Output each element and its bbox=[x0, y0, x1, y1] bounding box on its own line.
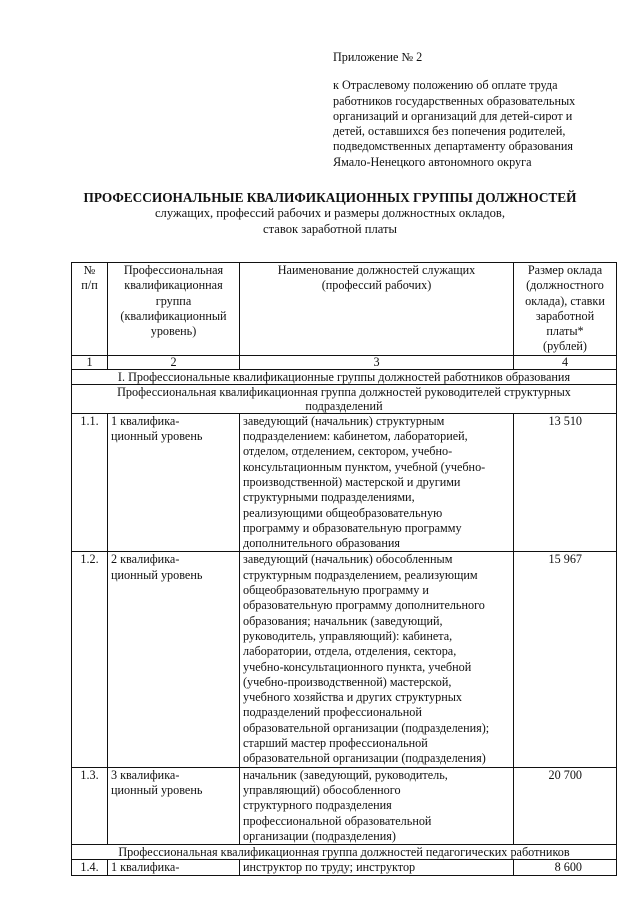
column-number: 1 bbox=[72, 355, 108, 369]
header-col-positions: Наименование должностей служащих (профессий рабочих) bbox=[240, 263, 514, 356]
row-salary: 13 510 bbox=[514, 413, 617, 552]
column-number-row bbox=[72, 355, 617, 369]
appendix-line: организаций и организаций для детей-сирот и bbox=[333, 108, 573, 123]
row-positions: начальник (заведующий, руководитель, управляющий) обособленного структурного подразделения профессиональной образовательной организации (подразделения) bbox=[240, 767, 514, 844]
section-row bbox=[72, 369, 617, 384]
row-salary: 15 967 bbox=[514, 552, 617, 767]
row-salary: 8 600 bbox=[514, 860, 617, 876]
row-level: 2 квалифика- ционный уровень bbox=[108, 552, 240, 767]
row-number: 1.3. bbox=[72, 767, 108, 844]
row-level: 1 квалифика- ционный уровень bbox=[108, 413, 240, 552]
title-main: ПРОФЕССИОНАЛЬНЫЕ КВАЛИФИКАЦИОННЫХ ГРУППЫ ДОЛЖНОСТЕЙ bbox=[83, 190, 577, 205]
row-level: 1 квалифика- bbox=[108, 860, 240, 876]
row-positions: заведующий (начальник) обособленным структурным подразделением, реализующим общеобразовательную программу и образовательную программу дополнительного образования; начальник (заведующий, руководитель, управляющий): кабинета, лаборатории, отдела, отделения, сектора, учебно-консультационного пункта, учебной (учебно-производственной) мастерской, учебного хозяйства и других структурных подразделений профессиональной образовательной организации (подразделения); старший мастер профессиональной образовательной организации (подразделения) bbox=[240, 552, 514, 767]
header-row bbox=[72, 263, 617, 356]
group-title: Профессиональная квалификационная группа должностей руководителей структурных подразделений bbox=[72, 384, 617, 413]
appendix-line: к Отраслевому положению об оплате труда bbox=[333, 78, 558, 93]
column-number: 3 bbox=[240, 355, 514, 369]
appendix-line: подведомственных департаменту образования bbox=[333, 139, 573, 154]
document-title bbox=[60, 190, 600, 237]
row-positions: заведующий (начальник) структурным подразделением: кабинетом, лабораторией, отделом, отделением, сектором, учебно- консультационным пунктом, учебной (учебно- производственной) мастерской и другими структурными подразделениями, реализующими общеобразовательную программу и образовательную программу дополнительного образования bbox=[240, 413, 514, 552]
appendix-number: Приложение № 2 bbox=[333, 50, 423, 64]
title-sub-1: служащих, профессий рабочих и размеры должностных окладов, bbox=[154, 206, 506, 220]
group-row bbox=[72, 384, 617, 413]
section-title: I. Профессиональные квалификационные группы должностей работников образования bbox=[72, 369, 617, 384]
column-number: 2 bbox=[108, 355, 240, 369]
group-title: Профессиональная квалификационная группа должностей педагогических работников bbox=[72, 845, 617, 860]
header-col-salary: Размер оклада (должностного оклада), ставки заработной платы* (рублей) bbox=[514, 263, 617, 356]
appendix-line: Ямало-Ненецкого автономного округа bbox=[333, 154, 532, 169]
row-number: 1.4. bbox=[72, 860, 108, 876]
title-sub-2: ставок заработной платы bbox=[263, 221, 397, 236]
table-row bbox=[72, 413, 617, 552]
column-number: 4 bbox=[514, 355, 617, 369]
table-row bbox=[72, 767, 617, 844]
appendix-line: работников государственных образовательных bbox=[333, 93, 576, 108]
row-positions: инструктор по труду; инструктор bbox=[240, 860, 514, 876]
row-number: 1.1. bbox=[72, 413, 108, 552]
table-row bbox=[72, 860, 617, 876]
row-level: 3 квалифика- ционный уровень bbox=[108, 767, 240, 844]
table-row bbox=[72, 552, 617, 767]
row-salary: 20 700 bbox=[514, 767, 617, 844]
header-col-number: № п/п bbox=[72, 263, 108, 356]
header-col-group: Профессиональная квалификационная группа (квалификационный уровень) bbox=[108, 263, 240, 356]
qualification-table bbox=[71, 262, 617, 876]
appendix-line: детей, оставшихся без попечения родителей, bbox=[333, 124, 566, 139]
row-number: 1.2. bbox=[72, 552, 108, 767]
group-row bbox=[72, 845, 617, 860]
appendix-block bbox=[333, 50, 623, 170]
